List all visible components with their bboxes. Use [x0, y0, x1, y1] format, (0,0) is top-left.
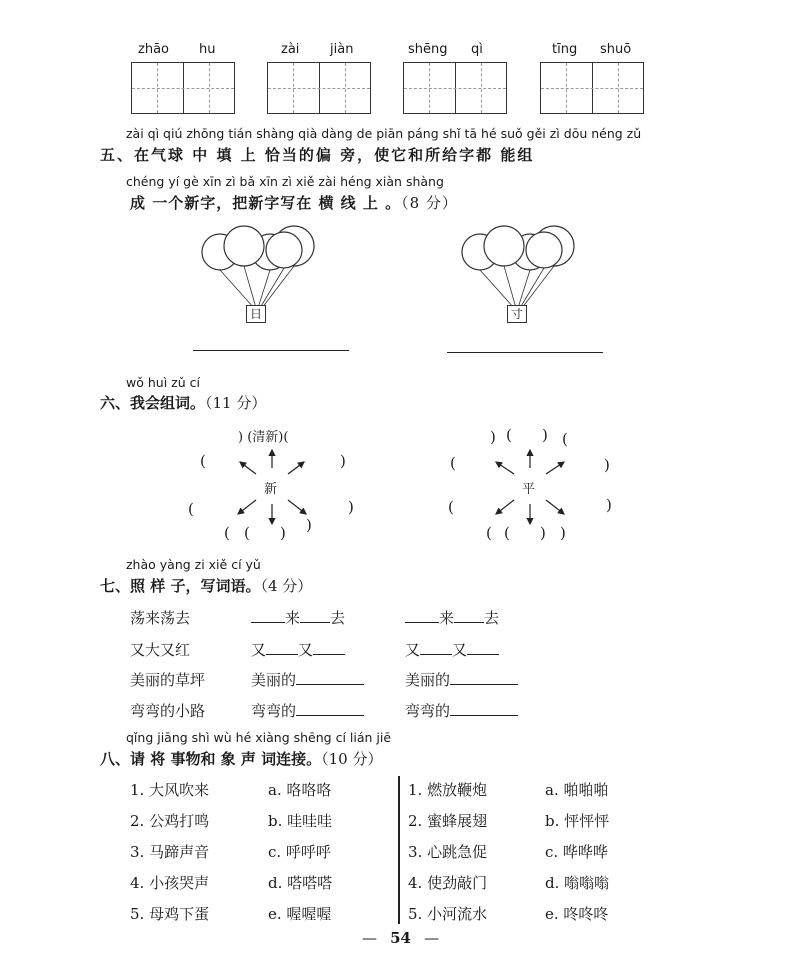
fill-row	[405, 639, 499, 660]
pinyin-syllable: zài	[281, 42, 300, 57]
match-sound-left[interactable]: c. 呼呼呼	[268, 843, 331, 861]
paren-blank[interactable]: )	[490, 428, 496, 446]
section7-score: （4 分）	[260, 577, 313, 595]
example-item: 荡来荡去	[130, 609, 191, 627]
fixed-char: 又	[452, 641, 468, 659]
answer-blank[interactable]	[251, 608, 285, 623]
paren-right: (	[283, 430, 289, 445]
answer-line-left[interactable]	[193, 350, 349, 351]
fixed-text: 美丽的	[251, 671, 297, 689]
example-qingxin: (清新)	[247, 430, 284, 445]
section8-title-text: 八、请 将 事物和 象 声 词连接。	[100, 750, 322, 768]
match-item-left[interactable]: 1. 大风吹来	[130, 781, 210, 799]
match-sound-right[interactable]: a. 啪啪啪	[545, 781, 609, 799]
writing-grid[interactable]	[131, 62, 235, 114]
example-word	[238, 426, 288, 445]
section8-title	[100, 748, 382, 769]
column-divider	[398, 776, 400, 924]
writing-grid[interactable]	[403, 62, 507, 114]
section5-pinyin-line1: zài qì qiú zhōng tián shàng qià dàng de piān páng shǐ tā hé suǒ gěi zì dōu néng zǔ	[126, 126, 642, 141]
pinyin-syllable: shēng	[408, 42, 448, 57]
answer-blank[interactable]	[450, 701, 518, 716]
paren-blank[interactable]: )	[306, 516, 312, 534]
pinyin-syllable: qì	[471, 42, 483, 57]
paren-blank[interactable]: (	[188, 500, 194, 518]
fixed-char: 来	[285, 609, 301, 627]
fixed-char: 来	[439, 609, 455, 627]
fill-row	[251, 669, 364, 690]
fixed-char: 去	[330, 609, 346, 627]
word-burst-right	[440, 420, 630, 550]
paren-blank[interactable]: (	[450, 454, 456, 472]
match-sound-right[interactable]: c. 哗哗哗	[545, 843, 608, 861]
section5-score: （8 分）	[401, 194, 458, 212]
pinyin-syllable: tīng	[552, 42, 578, 57]
section5-title-line2	[130, 192, 458, 213]
match-item-right[interactable]: 4. 使劲敲门	[408, 874, 488, 892]
match-sound-left[interactable]: a. 咯咯咯	[268, 781, 332, 799]
page-number	[362, 928, 439, 947]
fill-row	[251, 639, 345, 660]
balloon-base-char-left: 日	[246, 305, 266, 323]
center-char-xin: 新	[264, 482, 278, 497]
answer-blank[interactable]	[266, 640, 298, 655]
writing-grid[interactable]	[267, 62, 371, 114]
section7-title-text: 七、照 样 子，写词语。	[100, 577, 261, 595]
section5-pinyin-line2: chéng yí gè xīn zì bǎ xīn zì xiě zài héng xiàn shàng	[126, 174, 444, 189]
match-sound-left[interactable]: e. 喔喔喔	[268, 905, 332, 923]
balloon-base-char-right: 寸	[507, 305, 527, 323]
fixed-char: 又	[405, 641, 421, 659]
section6-title	[100, 392, 266, 413]
balloon-bunch-right	[456, 222, 616, 327]
fixed-char: 又	[298, 641, 314, 659]
paren-blank[interactable]: )	[348, 498, 354, 516]
match-sound-left[interactable]: b. 哇哇哇	[268, 812, 333, 830]
match-item-right[interactable]: 5. 小河流水	[408, 905, 488, 923]
match-sound-right[interactable]: e. 咚咚咚	[545, 905, 609, 923]
paren-blank[interactable]: (	[200, 452, 206, 470]
fill-row	[405, 669, 518, 690]
paren-blank[interactable]: )	[604, 456, 610, 474]
fixed-text: 弯弯的	[251, 702, 297, 720]
pinyin-syllable: shuō	[600, 42, 632, 57]
match-item-left[interactable]: 5. 母鸡下蛋	[130, 905, 210, 923]
answer-line-right[interactable]	[447, 352, 603, 353]
match-sound-left[interactable]: d. 嗒嗒嗒	[268, 874, 333, 892]
section6-title-text: 六、我会组词。	[100, 394, 206, 412]
section8-pinyin: qǐng jiāng shì wù hé xiàng shēng cí lián jiē	[126, 730, 392, 745]
paren-blank[interactable]: (	[224, 524, 230, 542]
answer-blank[interactable]	[450, 670, 518, 685]
word-burst-left	[180, 420, 370, 550]
paren-left: )	[238, 430, 244, 445]
writing-grid[interactable]	[540, 62, 644, 114]
section6-pinyin: wǒ huì zǔ cí	[126, 375, 200, 390]
paren-blank[interactable]: )	[542, 426, 548, 444]
answer-blank[interactable]	[313, 640, 345, 655]
match-item-right[interactable]: 2. 蜜蜂展翅	[408, 812, 488, 830]
answer-blank[interactable]	[454, 608, 484, 623]
answer-blank[interactable]	[405, 608, 439, 623]
fixed-text: 美丽的	[405, 671, 451, 689]
section5-title-text: 成 一个新字，把新字写在 横 线 上 。	[130, 194, 402, 212]
answer-blank[interactable]	[467, 640, 499, 655]
fill-row	[251, 607, 345, 628]
page-dash: —	[424, 929, 440, 947]
pinyin-syllable: zhāo	[138, 42, 169, 57]
match-item-left[interactable]: 3. 马蹄声音	[130, 843, 210, 861]
page-dash: —	[362, 929, 377, 947]
fill-row	[405, 700, 518, 721]
match-sound-right[interactable]: b. 怦怦怦	[545, 812, 610, 830]
example-item: 弯弯的小路	[130, 702, 206, 720]
paren-blank[interactable]: (	[486, 524, 492, 542]
paren-blank[interactable]: )	[280, 524, 286, 542]
fill-row	[405, 607, 499, 628]
section5-title-line1: 五、在气球 中 填 上 恰当的偏 旁，使它和所给字都 能组	[100, 146, 535, 164]
paren-blank[interactable]: )	[560, 524, 566, 542]
fixed-char: 又	[251, 641, 267, 659]
paren-blank[interactable]: (	[244, 524, 250, 542]
paren-blank[interactable]: )	[340, 452, 346, 470]
example-item: 又大又红	[130, 641, 191, 659]
center-char-ping: 平	[522, 482, 536, 497]
match-item-left[interactable]: 4. 小孩哭声	[130, 874, 210, 892]
match-item-right[interactable]: 3. 心跳急促	[408, 843, 488, 861]
paren-blank[interactable]: (	[562, 430, 568, 448]
paren-blank[interactable]: (	[504, 524, 510, 542]
section7-title	[100, 575, 312, 596]
answer-blank[interactable]	[296, 670, 364, 685]
fixed-char: 去	[484, 609, 500, 627]
paren-blank[interactable]: )	[540, 524, 546, 542]
match-item-left[interactable]: 2. 公鸡打鸣	[130, 812, 210, 830]
paren-blank[interactable]: )	[606, 496, 612, 514]
answer-blank[interactable]	[420, 640, 452, 655]
example-item: 美丽的草坪	[130, 671, 206, 689]
balloon-bunch-left	[196, 222, 356, 327]
fixed-text: 弯弯的	[405, 702, 451, 720]
pinyin-syllable: jiàn	[330, 42, 354, 57]
page-number-value: 54	[390, 929, 411, 947]
answer-blank[interactable]	[300, 608, 330, 623]
section7-pinyin: zhào yàng zi xiě cí yǔ	[126, 557, 261, 572]
match-sound-right[interactable]: d. 嗡嗡嗡	[545, 874, 610, 892]
match-item-right[interactable]: 1. 燃放鞭炮	[408, 781, 488, 799]
section8-score: （10 分）	[321, 750, 383, 768]
section6-score: （11 分）	[205, 394, 267, 412]
answer-blank[interactable]	[296, 701, 364, 716]
fill-row	[251, 700, 364, 721]
pinyin-syllable: hu	[199, 42, 216, 57]
paren-blank[interactable]: (	[448, 498, 454, 516]
paren-blank[interactable]: (	[506, 426, 512, 444]
